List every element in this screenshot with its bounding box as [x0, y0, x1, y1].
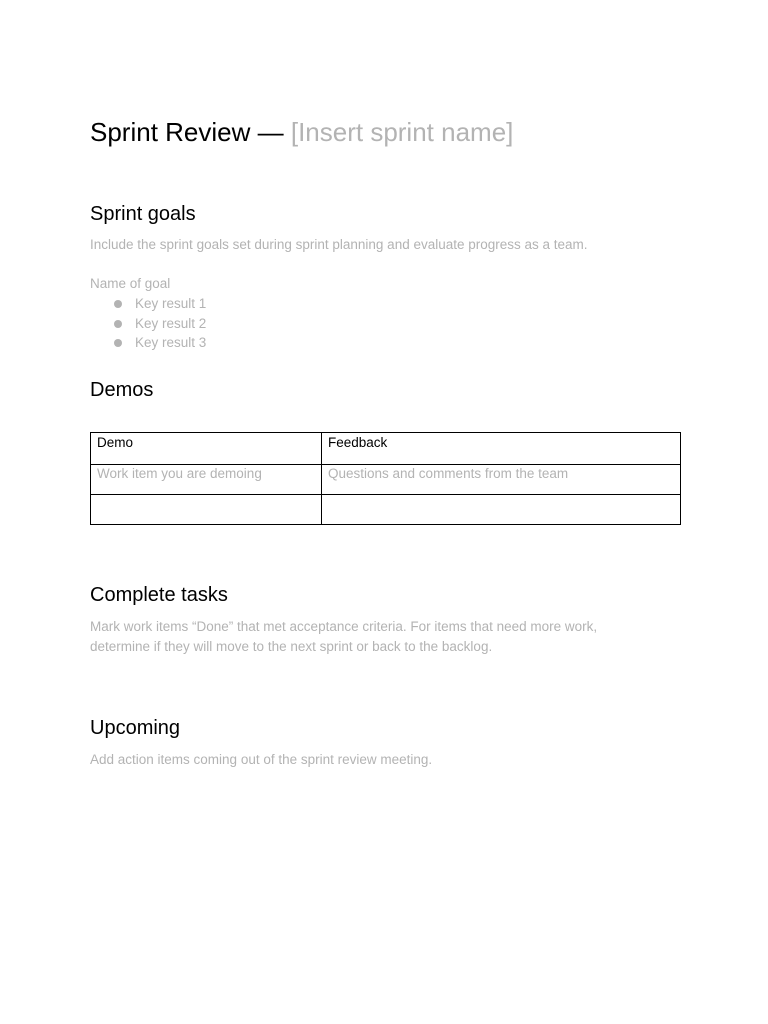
complete-tasks-hint-line-1[interactable]: Mark work items “Done” that met acceptance criteria. For items that need more work,	[90, 619, 598, 634]
sprint-goals-heading: Sprint goals	[90, 203, 196, 225]
document-title[interactable]	[90, 116, 513, 148]
key-result-item[interactable]	[90, 333, 206, 353]
key-result-item[interactable]	[90, 294, 206, 314]
key-results-list	[90, 294, 206, 353]
complete-tasks-heading: Complete tasks	[90, 584, 228, 606]
table-row	[91, 465, 681, 495]
table-cell-demo[interactable]: Work item you are demoing	[91, 465, 322, 495]
upcoming-hint[interactable]: Add action items coming out of the sprint review meeting.	[90, 752, 433, 767]
title-prefix: Sprint Review —	[90, 117, 291, 147]
key-result-label: Key result 2	[135, 315, 207, 331]
demos-heading: Demos	[90, 379, 154, 401]
sprint-goals-hint[interactable]: Include the sprint goals set during sprint planning and evaluate progress as a team.	[90, 237, 588, 252]
bullet-icon	[114, 339, 122, 347]
bullet-icon	[114, 300, 122, 308]
key-result-item[interactable]	[90, 314, 206, 334]
table-cell-feedback[interactable]: Questions and comments from the team	[322, 465, 681, 495]
table-row	[91, 495, 681, 525]
upcoming-heading: Upcoming	[90, 717, 181, 739]
table-header-demo[interactable]: Demo	[91, 433, 322, 465]
bullet-icon	[114, 320, 122, 328]
table-header-feedback[interactable]: Feedback	[322, 433, 681, 465]
key-result-label: Key result 3	[135, 335, 207, 351]
complete-tasks-hint-line-2[interactable]: determine if they will move to the next sprint or back to the backlog.	[90, 639, 493, 654]
key-result-label: Key result 1	[135, 296, 207, 311]
table-cell-feedback[interactable]	[322, 495, 681, 525]
sprint-name-placeholder[interactable]: [Insert sprint name]	[290, 117, 514, 147]
demos-table	[90, 432, 681, 525]
table-header-row	[91, 433, 681, 465]
table-cell-demo[interactable]	[91, 495, 322, 525]
goal-name-placeholder[interactable]: Name of goal	[90, 276, 171, 291]
